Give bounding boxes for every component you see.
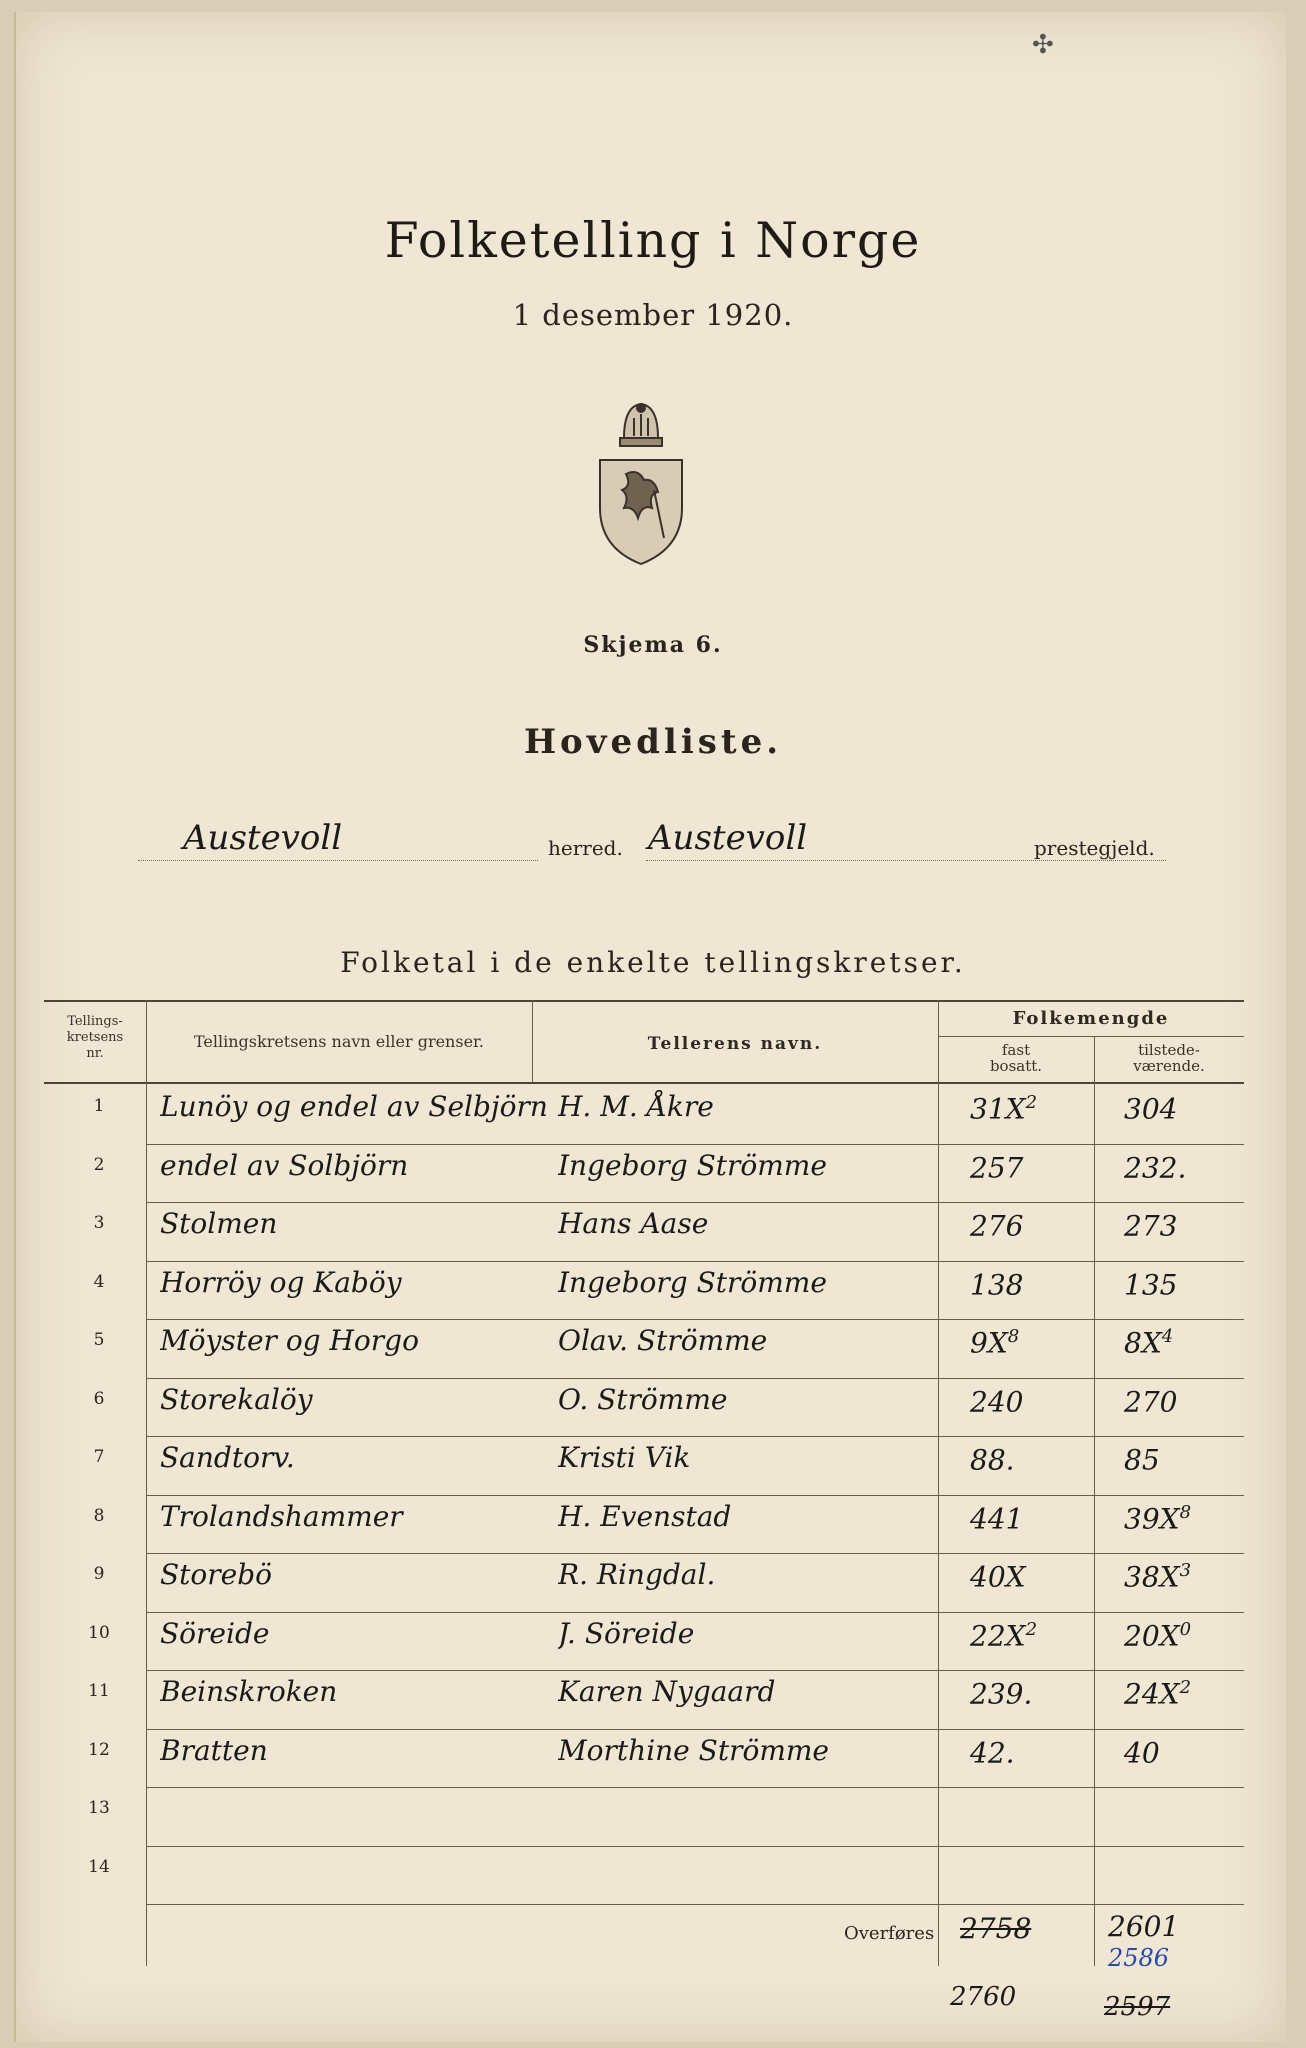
- tilst-value: 38X: [1124, 1560, 1180, 1594]
- district-name: Beinskroken: [160, 1675, 338, 1708]
- row-number: 13: [88, 1798, 110, 1818]
- tilst-value: 85: [1124, 1443, 1160, 1477]
- tilst-correction: 3: [1179, 1560, 1192, 1581]
- district-name: endel av Solbjörn: [160, 1148, 409, 1182]
- fast-value: 42.: [970, 1735, 1015, 1769]
- prestegjeld-value: Austevoll: [648, 818, 808, 858]
- census-table: [44, 1000, 1244, 1970]
- table-row: [44, 1788, 1244, 1846]
- tilst-correction: 2: [1179, 1677, 1192, 1698]
- tilst-correction: 4: [1161, 1326, 1174, 1347]
- herred-prestegjeld-line: [138, 818, 1155, 876]
- tilstede-value: [1112, 1092, 1254, 1125]
- header-name: Tellingskretsens navn eller grenser.: [193, 1032, 485, 1051]
- tilstede-value: [1112, 1502, 1254, 1535]
- counter-name: Ingeborg Strömme: [558, 1265, 827, 1299]
- tilstede-value: [1112, 1385, 1254, 1418]
- row-number: 6: [93, 1388, 105, 1409]
- document-title: Folketelling i Norge: [384, 212, 922, 269]
- table-row: [44, 1086, 1244, 1144]
- norwegian-coat-of-arms-icon: [594, 398, 688, 568]
- folkemengde-divider: [938, 1036, 1244, 1037]
- header-folkemengde: Folkemengde: [1012, 1008, 1170, 1029]
- counter-name: Ingeborg Strömme: [558, 1148, 827, 1182]
- tilst-value: 8X: [1124, 1326, 1162, 1360]
- district-name: Horröy og Kaböy: [160, 1265, 402, 1299]
- fast-bosatt-value: [956, 1677, 1120, 1710]
- counter-name: Kristi Vik: [558, 1441, 691, 1474]
- tilstede-value: [1112, 1209, 1254, 1242]
- fast-correction: 2: [1025, 1618, 1038, 1640]
- fast-value: 40X: [970, 1560, 1026, 1594]
- fast-value: 239.: [970, 1677, 1033, 1711]
- overfores-label: Overføres: [844, 1923, 935, 1944]
- district-name: Storekalöy: [160, 1382, 313, 1416]
- fast-bosatt-value: [956, 1502, 1120, 1535]
- tilstede-correction: 2586: [1108, 1944, 1170, 1972]
- table-row: [44, 1203, 1244, 1261]
- table-row: [44, 1671, 1244, 1729]
- row-number: 3: [93, 1213, 105, 1233]
- table-row: [44, 1379, 1244, 1437]
- district-name: Sandtorv.: [160, 1441, 295, 1474]
- table-row: [44, 1496, 1244, 1554]
- below-fast-total: 2760: [950, 1982, 1017, 2012]
- tilst-value: 135: [1124, 1267, 1178, 1301]
- fast-value: 257: [970, 1150, 1024, 1184]
- table-row: [44, 1847, 1244, 1905]
- fast-bosatt-value: [956, 1736, 1120, 1769]
- tilstede-value: [1112, 1326, 1254, 1359]
- tilstede-value: [1112, 1560, 1254, 1593]
- district-name: Lunöy og endel av Selbjörn: [160, 1090, 548, 1123]
- document-date: 1 desember 1920.: [512, 298, 794, 332]
- table-row: [44, 1613, 1244, 1671]
- row-number: 5: [93, 1330, 105, 1350]
- tilst-correction: 8: [1179, 1501, 1192, 1523]
- counter-name: Olav. Strömme: [558, 1324, 768, 1357]
- tilstede-value: [1112, 1151, 1254, 1184]
- tilst-value: 24X: [1124, 1677, 1180, 1711]
- row-rule: [146, 1904, 1244, 1905]
- district-name: Möyster og Horgo: [160, 1324, 419, 1357]
- table-row: [44, 1262, 1244, 1320]
- row-number: 14: [88, 1856, 110, 1877]
- fast-value: 88.: [970, 1443, 1015, 1477]
- fast-bosatt-value: [956, 1268, 1120, 1301]
- main-heading: Hovedliste.: [523, 722, 783, 762]
- table-row: [44, 1554, 1244, 1612]
- row-number: 9: [93, 1564, 105, 1584]
- ink-mark: ✣: [1032, 30, 1054, 60]
- tilst-value: 39X: [1124, 1501, 1180, 1535]
- header-bottom-border: [44, 1082, 1244, 1084]
- row-number: 1: [93, 1096, 105, 1116]
- fast-bosatt-value: [956, 1326, 1120, 1359]
- prestegjeld-label: prestegjeld.: [1034, 836, 1155, 860]
- header-tilstede: tilstede- værende.: [1133, 1041, 1205, 1075]
- district-name: Bratten: [160, 1733, 268, 1767]
- fast-correction: 8: [1007, 1326, 1020, 1347]
- fast-bosatt-value: [956, 1619, 1120, 1652]
- row-number: 7: [93, 1447, 105, 1467]
- district-name: Stolmen: [160, 1207, 278, 1240]
- counter-name: R. Ringdal.: [558, 1558, 716, 1591]
- fast-bosatt-value: [956, 1560, 1120, 1593]
- row-number: 12: [88, 1739, 110, 1760]
- tilst-value: 232.: [1124, 1150, 1187, 1184]
- fast-bosatt-value: [956, 1151, 1120, 1184]
- tilstede-value: [1112, 1736, 1254, 1769]
- schema-label: Skjema 6.: [583, 632, 723, 658]
- overfores-fast-total: 2758: [960, 1912, 1032, 1945]
- fast-bosatt-value: [956, 1209, 1120, 1242]
- row-number: 4: [93, 1271, 105, 1292]
- header-counter: Tellerens navn.: [647, 1034, 823, 1054]
- row-number: 10: [88, 1622, 110, 1643]
- herred-label: herred.: [548, 836, 623, 860]
- counter-name: J. Söreide: [558, 1616, 695, 1650]
- fast-value: 138: [970, 1267, 1024, 1301]
- fast-value: 441: [970, 1501, 1024, 1535]
- tilstede-value: [1112, 1619, 1254, 1652]
- tilstede-value: [1112, 1677, 1254, 1710]
- table-heading: Folketal i de enkelte tellingskretser.: [340, 946, 966, 979]
- tilst-correction: 0: [1179, 1618, 1192, 1640]
- tilst-value: 20X: [1124, 1618, 1180, 1652]
- header-fast: fast bosatt.: [989, 1041, 1043, 1075]
- tilstede-value: [1112, 1443, 1254, 1476]
- herred-value: Austevoll: [183, 818, 343, 858]
- district-name: Trolandshammer: [160, 1499, 403, 1533]
- row-number: 11: [88, 1681, 110, 1701]
- tilstede-value: [1112, 1268, 1254, 1301]
- fast-value: 22X: [970, 1618, 1026, 1652]
- fast-bosatt-value: [956, 1443, 1120, 1476]
- overfores-tilstede-total: 2601: [1108, 1910, 1180, 1943]
- counter-name: Morthine Strömme: [558, 1733, 830, 1767]
- table-row: [44, 1730, 1244, 1788]
- fast-value: 276: [970, 1209, 1024, 1243]
- district-name: Storebö: [160, 1558, 273, 1591]
- table-top-border: [44, 1000, 1244, 1002]
- fast-value: 240: [970, 1384, 1024, 1418]
- row-number: 2: [93, 1154, 105, 1175]
- table-row: [44, 1437, 1244, 1495]
- header-nr: Tellings- kretsens nr.: [66, 1014, 124, 1061]
- counter-name: O. Strömme: [558, 1382, 728, 1416]
- tilst-value: 304: [1124, 1092, 1178, 1126]
- below-tilstede-total: 2597: [1104, 1992, 1171, 2022]
- fast-bosatt-value: [956, 1385, 1120, 1418]
- tilst-value: 270: [1124, 1384, 1178, 1418]
- district-name: Söreide: [160, 1616, 270, 1650]
- fast-value: 9X: [970, 1326, 1008, 1360]
- tilst-value: 40: [1124, 1735, 1160, 1769]
- table-row: [44, 1145, 1244, 1203]
- fast-correction: 2: [1025, 1092, 1038, 1113]
- fast-bosatt-value: [956, 1092, 1120, 1125]
- counter-name: H. M. Åkre: [558, 1090, 714, 1123]
- row-number: 8: [93, 1505, 105, 1526]
- counter-name: Hans Aase: [558, 1207, 709, 1240]
- counter-name: H. Evenstad: [558, 1499, 732, 1533]
- fast-value: 31X: [970, 1092, 1026, 1126]
- counter-name: Karen Nygaard: [558, 1675, 776, 1708]
- tilst-value: 273: [1124, 1209, 1178, 1243]
- table-row: [44, 1320, 1244, 1378]
